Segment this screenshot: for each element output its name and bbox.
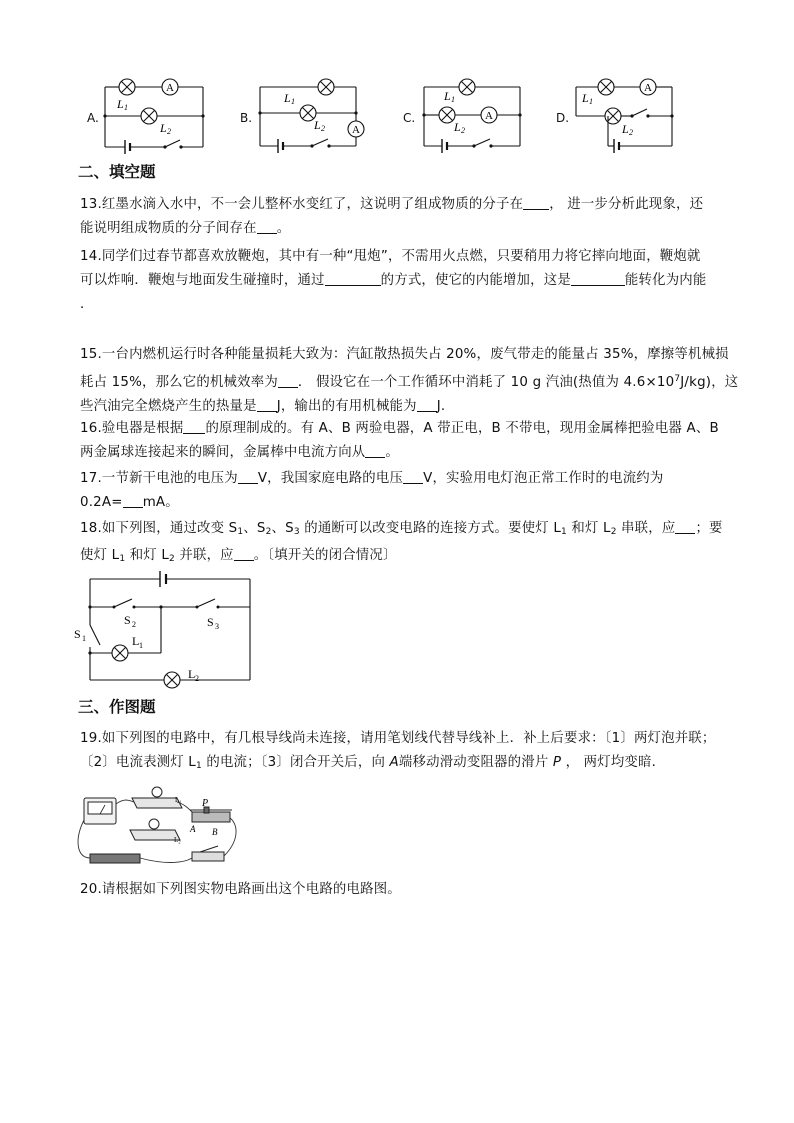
svg-text:L: L <box>117 97 124 111</box>
svg-text:2: 2 <box>167 127 171 136</box>
question-18: 18.如下列图，通过改变 $S_1$、$S_2$、$S_3$ 的通断可以改变电路的连接方式。要使灯 $L_1$ 和灯 $L_2$ 串联，应 ；要 使灯 $L_1$ 和灯 $L_2$ 并联，应 。〔填开关的闭合情况〕 <box>80 521 723 564</box>
option-a-label: A. <box>87 111 99 125</box>
svg-text:A: A <box>485 110 493 122</box>
svg-text:2: 2 <box>461 126 465 135</box>
svg-text:1: 1 <box>82 634 86 643</box>
svg-text:S: S <box>74 627 81 641</box>
section-drawing-heading: 三、作图题 <box>78 698 156 716</box>
circuit-a-diagram <box>95 72 215 160</box>
question-16: 16.验电器是根据 的原理制成的。有 A、B 两验电器，A 带正电，B 不带电，现用金属棒把验电器 A、B 两金属球连接起来的瞬间，金属棒中电流方向从 。 <box>80 421 719 460</box>
svg-text:L: L <box>582 91 589 105</box>
switch-device <box>192 846 224 861</box>
q19-apparatus-figure <box>72 780 252 870</box>
rheostat-device <box>190 807 232 822</box>
section-fill-in-heading: 二、填空题 <box>78 163 156 181</box>
svg-text:1: 1 <box>451 95 455 104</box>
svg-text:L: L <box>132 634 140 648</box>
svg-text:P: P <box>202 798 209 809</box>
q18-circuit-diagram <box>72 565 262 695</box>
svg-text:S: S <box>207 615 214 629</box>
svg-text:B: B <box>212 827 218 837</box>
svg-text:2: 2 <box>321 124 325 133</box>
svg-text:A: A <box>190 824 196 834</box>
ammeter-device <box>84 798 116 824</box>
option-c-label: C. <box>403 111 416 125</box>
svg-text:2: 2 <box>195 674 199 683</box>
question-13: 13.红墨水滴入水中，不一会儿整杯水变红了，这说明了组成物质的分子在 ， 进一步分析此现象，还 能说明组成物质的分子间存在 。 <box>80 197 704 236</box>
svg-text:L: L <box>454 120 461 134</box>
svg-text:L: L <box>160 121 167 135</box>
svg-text:L: L <box>444 89 451 103</box>
ammeter-label: A <box>166 82 174 94</box>
question-14: 14.同学们过春节都喜欢放鞭炮，其中有一种“甩炮”，不需用火点燃，只要稍用力将它摔向地面，鞭炮就 可以炸响．鞭炮与地面发生碰撞时，通过 的方式，使它的内能增加，这是 能转化为内能 ． <box>80 249 707 312</box>
circuit-c-diagram <box>414 72 534 164</box>
circuit-d-diagram <box>568 72 688 164</box>
svg-text:1: 1 <box>589 97 593 106</box>
svg-text:A: A <box>644 82 652 94</box>
question-19: 19.如下列图的电路中，有几根导线尚未连接，请用笔划线代替导线补上．补上后要求：〔1〕两灯泡并联； 〔2〕电流表测灯 $L_1$ 的电流；〔3〕闭合开关后，向 A端移动滑动变阻器的滑片 P ， 两灯均变暗． <box>80 731 716 771</box>
svg-text:1: 1 <box>124 103 128 112</box>
option-b-label: B. <box>240 111 253 125</box>
svg-text:L: L <box>284 91 291 105</box>
svg-text:A: A <box>352 124 360 136</box>
svg-text:1: 1 <box>139 641 143 650</box>
svg-text:L₁: L₁ <box>175 796 182 804</box>
svg-text:S: S <box>124 613 131 627</box>
svg-text:2: 2 <box>132 620 136 629</box>
svg-text:1: 1 <box>291 97 295 106</box>
svg-text:3: 3 <box>215 622 219 631</box>
svg-text:L: L <box>622 122 629 136</box>
svg-text:L: L <box>188 667 196 681</box>
svg-text:L₂: L₂ <box>174 836 181 844</box>
question-20: 20.请根据如下列图实物电路画出这个电路的电路图。 <box>80 882 401 897</box>
question-17: 17.一节新干电池的电压为 V，我国家庭电路的电压 V，实验用电灯泡正常工作时的电流约为 0.2A= mA。 <box>80 471 664 510</box>
option-d-label: D. <box>556 111 570 125</box>
circuit-b-diagram <box>252 72 377 164</box>
question-15: 15.一台内燃机运行时各种能量损耗大致为：汽缸散热损失占 20%，废气带走的能量占 35%，摩擦等机械损 耗占 15%，那么它的机械效率为 ． 假设它在一个工作循环中消耗了 10 g 汽油(热值为 $4.6\times 10^7J/kg$)，这 些汽油完全燃烧产生的热量是 J，输出的有用机械能为 J. <box>80 347 739 414</box>
svg-text:L: L <box>314 118 321 132</box>
battery-box <box>90 854 140 863</box>
lamp-l2-board <box>130 819 180 840</box>
svg-text:2: 2 <box>629 128 633 137</box>
